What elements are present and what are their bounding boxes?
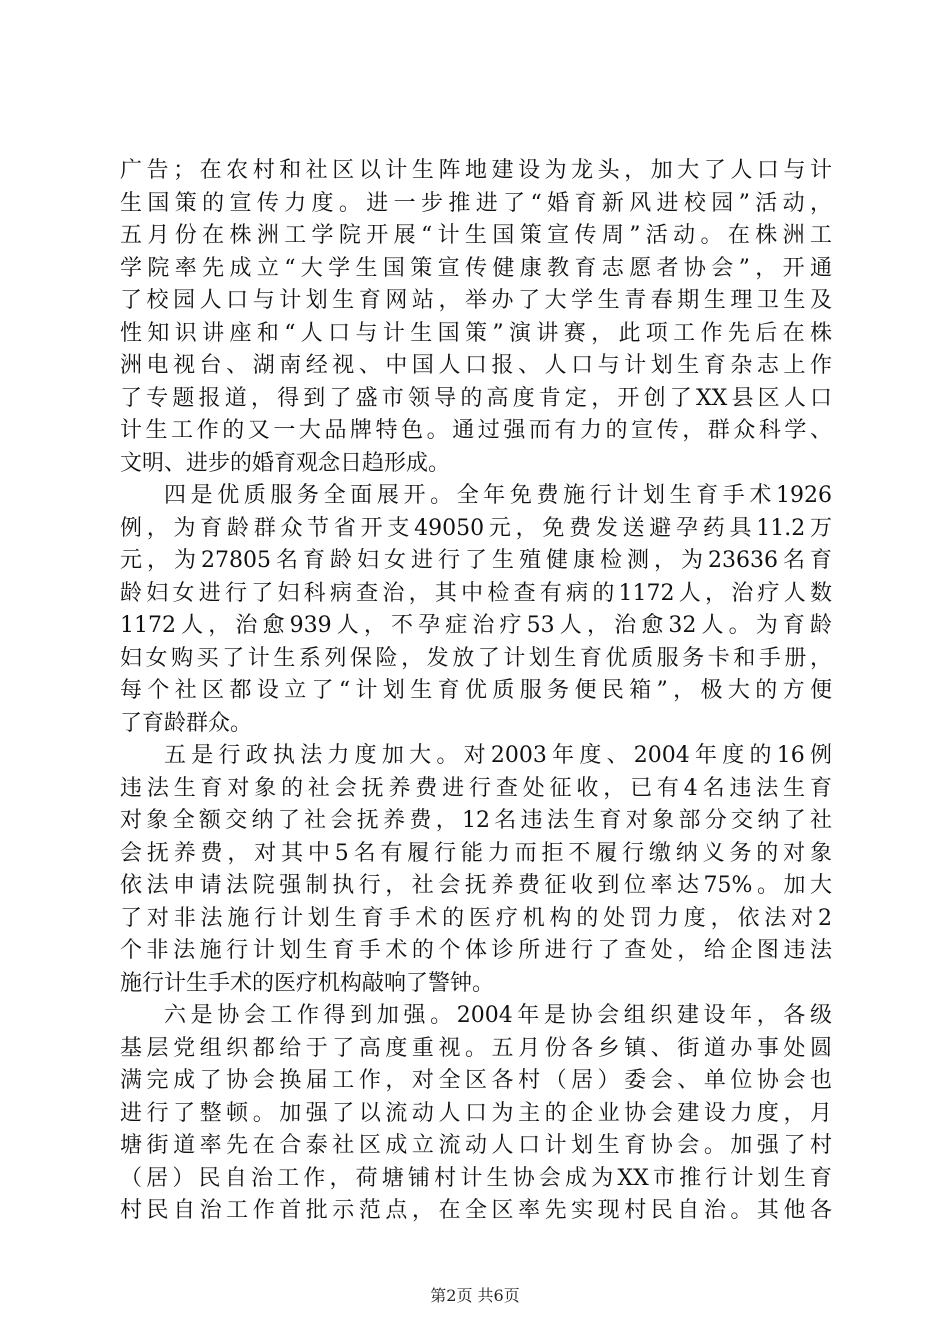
text-line: 例，为育龄群众节省开支49050元，免费发送避孕药具11.2万	[120, 515, 832, 541]
page-number-footer: 第2页 共6页	[430, 1286, 520, 1305]
text-line: 龄妇女进行了妇科病查治，其中检查有病的1172人，治疗人数	[120, 580, 832, 606]
text-line: 广告；在农村和社区以计生阵地建设为龙头，加大了人口与计	[120, 158, 832, 183]
text-line: 个非法施行计划生育手术的个体诊所进行了查处，给企图违法	[120, 938, 832, 963]
text-line: 每个社区都设立了“计划生育优质服务便民箱”，极大的方便	[120, 678, 832, 703]
text-line: 学院率先成立“大学生国策宣传健康教育志愿者协会”，开通	[120, 255, 832, 281]
text-line: 了专题报道，得到了盛市领导的高度肯定，开创了XX县区人口	[120, 385, 832, 411]
text-line: 五月份在株洲工学院开展“计生国策宣传周”活动。在株洲工	[120, 223, 832, 248]
paragraph-start-line: 五是行政执法力度加大。对2003年度、2004年度的16例	[164, 743, 832, 768]
text-line: 了育龄群众。	[120, 710, 253, 736]
text-line: （居）民自治工作，荷塘铺村计生协会成为XX市推行计划生育	[120, 1165, 832, 1191]
text-line: 妇女购买了计生系列保险，发放了计划生育优质服务卡和手册，	[120, 645, 832, 671]
paragraph-start-line: 六是协会工作得到加强。2004年是协会组织建设年，各级	[164, 1003, 832, 1028]
text-line: 满完成了协会换届工作，对全区各村（居）委会、单位协会也	[120, 1068, 832, 1093]
text-line: 1172人，治愈939人，不孕症治疗53人，治愈32人。为育龄	[120, 613, 832, 638]
text-line: 塘街道率先在合泰社区成立流动人口计划生育协会。加强了村	[120, 1133, 832, 1158]
text-line: 村民自治工作首批示范点，在全区率先实现村民自治。其他各	[120, 1198, 832, 1223]
text-line: 洲电视台、湖南经视、中国人口报、人口与计划生育杂志上作	[120, 353, 832, 378]
text-line: 基层党组织都给于了高度重视。五月份各乡镇、街道办事处圆	[120, 1035, 832, 1061]
text-line: 对象全额交纳了社会抚养费，12名违法生育对象部分交纳了社	[120, 808, 832, 833]
text-line: 了对非法施行计划生育手术的医疗机构的处罚力度，依法对2	[120, 905, 832, 931]
text-line: 依法申请法院强制执行，社会抚养费征收到位率达75%。加大	[120, 873, 832, 898]
body-text	[120, 155, 832, 1228]
text-line: 违法生育对象的社会抚养费进行查处征收，已有4名违法生育	[120, 775, 832, 801]
text-line: 元，为27805名育龄妇女进行了生殖健康检测，为23636名育	[120, 548, 832, 573]
text-line: 文明、进步的婚育观念日趋形成。	[120, 450, 451, 476]
text-line: 计生工作的又一大品牌特色。通过强而有力的宣传，群众科学、	[120, 418, 832, 443]
text-line: 了校园人口与计划生育网站，举办了大学生青春期生理卫生及	[120, 288, 832, 313]
text-line: 会抚养费，对其中5名有履行能力而拒不履行缴纳义务的对象	[120, 840, 832, 866]
text-line: 进行了整顿。加强了以流动人口为主的企业协会建设力度，月	[120, 1100, 832, 1126]
text-line: 性知识讲座和“人口与计生国策”演讲赛，此项工作先后在株	[120, 320, 832, 346]
text-line: 生国策的宣传力度。进一步推进了“婚育新风进校园”活动，	[120, 190, 832, 216]
paragraph-start-line: 四是优质服务全面展开。全年免费施行计划生育手术1926	[164, 483, 832, 508]
text-line: 施行计生手术的医疗机构敲响了警钟。	[120, 970, 495, 996]
